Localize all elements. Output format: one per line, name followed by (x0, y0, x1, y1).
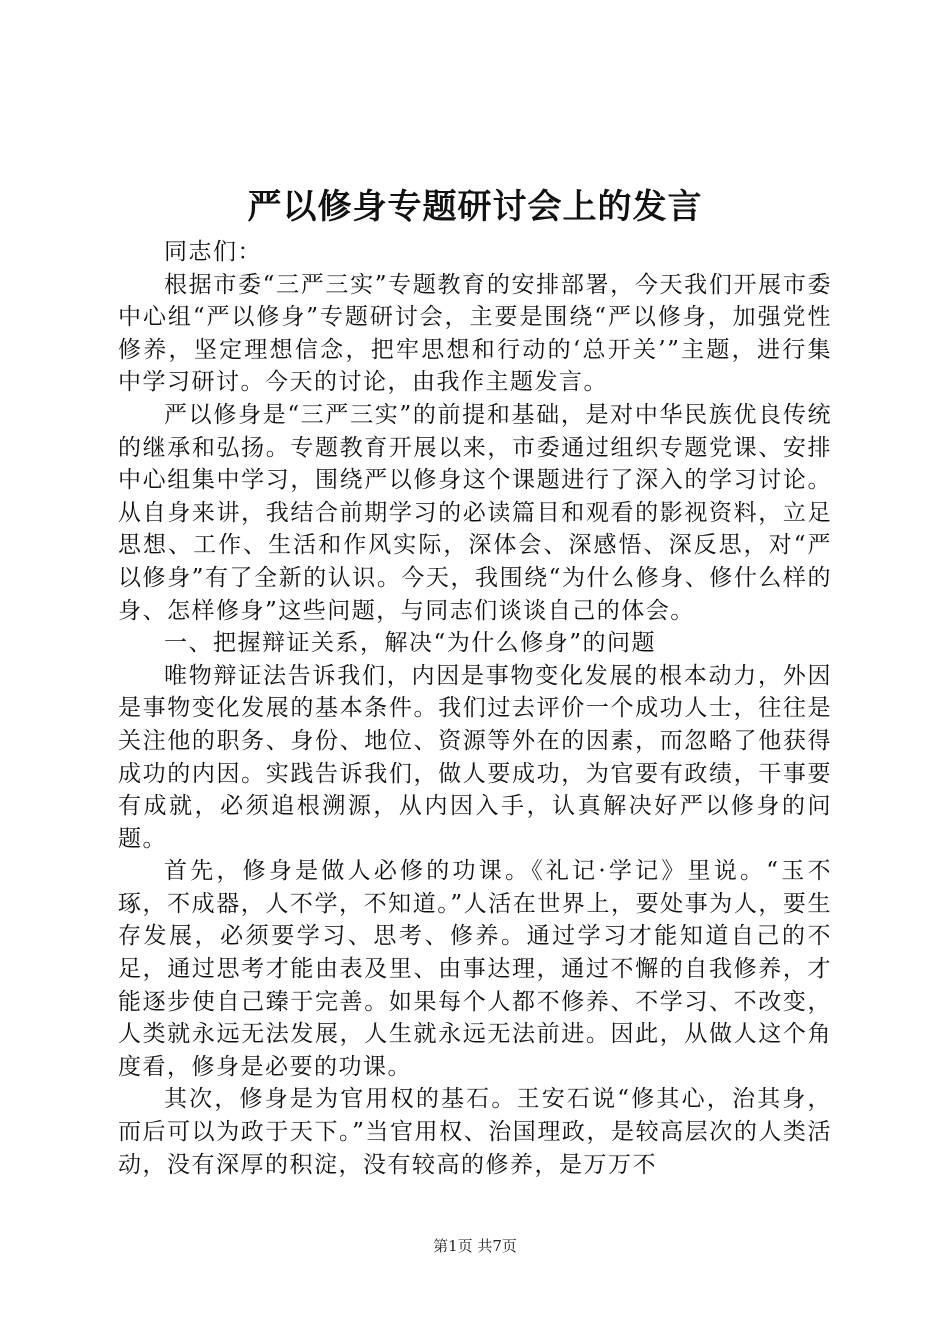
section-heading-1: 一、把握辩证关系，解决“为什么修身”的问题 (164, 630, 657, 657)
paragraph-intro: 根据市委“三严三实”专题教育的安排部署，今天我们开展市委中心组“严以修身”专题研讨会，主要是围绕“严以修身，加强党性修养，坚定理想信念，把牢思想和行动的‘总开关’”主题，进行集中学习研讨。今天的讨论，由我作主题发言。 (118, 271, 832, 396)
document-body (118, 236, 832, 1181)
paragraph-first-point: 首先，修身是做人必修的功课。《礼记·学记》里说。“玉不琢，不成器，人不学，不知道。”人活在世界上，要处事为人，要生存发展，必须要学习、思考、修养。通过学习才能知道自己的不足，通过思考才能由表及里、由事达理，通过不懈的自我修养，才能逐步使自己臻于完善。如果每个人都不修养、不学习、不改变，人类就永远无法发展，人生就永远无法前进。因此，从做人这个角度看，修身是必要的功课。 (118, 858, 832, 1080)
document-title: 严以修身专题研讨会上的发言 (247, 187, 703, 227)
paragraph-dialectics: 唯物辩证法告诉我们，内因是事物变化发展的根本动力，外因是事物变化发展的基本条件。我们过去评价一个成功人士，往往是关注他的职务、身份、地位、资源等外在的因素，而忽略了他获得成功的内因。实践告诉我们，做人要成功，为官要有政绩，干事要有成就，必须追根溯源，从内因入手，认真解决好严以修身的问题。 (118, 662, 832, 852)
paragraph-background: 严以修身是“三严三实”的前提和基础，是对中华民族优良传统的继承和弘扬。专题教育开展以来，市委通过组织专题党课、安排中心组集中学习，围绕严以修身这个课题进行了深入的学习讨论。从自身来讲，我结合前期学习的必读篇目和观看的影视资料，立足思想、工作、生活和作风实际，深体会、深感悟、深反思，对“严以修身”有了全新的认识。今天，我围绕“为什么修身、修什么样的身、怎样修身”这些问题，与同志们谈谈自己的体会。 (118, 401, 832, 624)
salutation: 同志们： (164, 239, 262, 265)
paragraph-second-point: 其次，修身是为官用权的基石。王安石说“修其心，治其身，而后可以为政于天下。”当官用权、治国理政，是较高层次的人类活动，没有深厚的积淀，没有较高的修养，是万万不 (118, 1086, 832, 1178)
page-footer: 第1页 共7页 (433, 1237, 517, 1255)
